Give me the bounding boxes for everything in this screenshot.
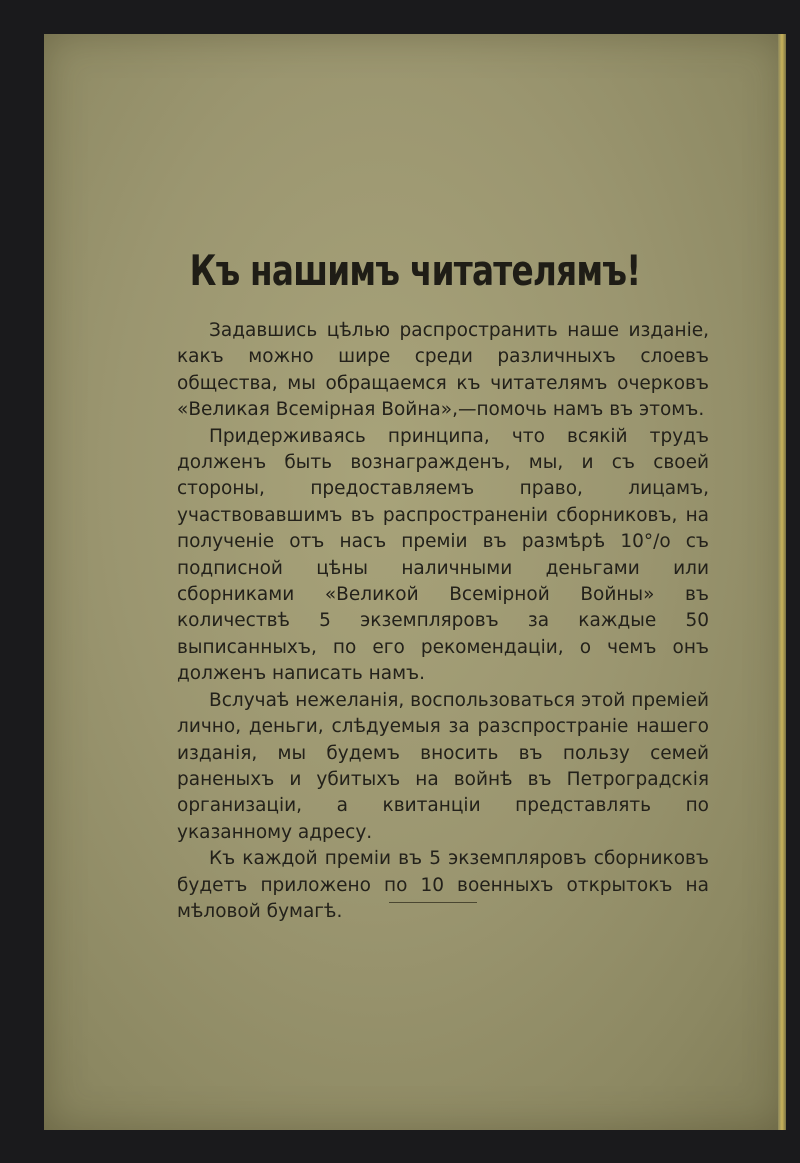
page-edge [778, 34, 786, 1130]
paragraph-4: Къ каждой преміи въ 5 экземпляровъ сборниковъ будетъ приложено по 10 военныхъ открытокъ на мѣловой бумагѣ. [177, 848, 709, 922]
page-title: Къ нашимъ читателямъ! [189, 246, 641, 295]
paragraph-2: Придерживаясь принципа, что всякій трудъ долженъ быть вознагражденъ, мы, и съ своей стороны, предоставляемъ право, лицамъ, участвовавшимъ въ распространеніи сборниковъ, на полученіе отъ насъ преміи въ размѣрѣ 10°/о съ подписной цѣны наличными деньгами или сборниками «Великой Всемірной Войны» въ количествѣ 5 экземпляровъ за каждые 50 выписанныхъ, по его рекомендаціи, о чемъ онъ долженъ написать намъ. [177, 425, 709, 685]
paragraph-3: Вслучаѣ нежеланія, воспользоваться этой преміей лично, деньги, слѣдуемыя за разспространіе нашего изданія, мы будемъ вносить въ пользу семей раненыхъ и убитыхъ на войнѣ въ Петроградскія организаціи, а квитанціи представлять по указанному адресу. [177, 689, 709, 843]
paragraph-1: Задавшись цѣлью распространить наше изданіе, какъ можно шире среди различныхъ слоевъ общества, мы обращаемся къ читателямъ очерковъ «Великая Всемірная Война»,—помочь намъ въ этомъ. [177, 320, 709, 421]
divider-rule [389, 902, 477, 903]
book-page [44, 34, 786, 1130]
body-text [177, 318, 709, 925]
